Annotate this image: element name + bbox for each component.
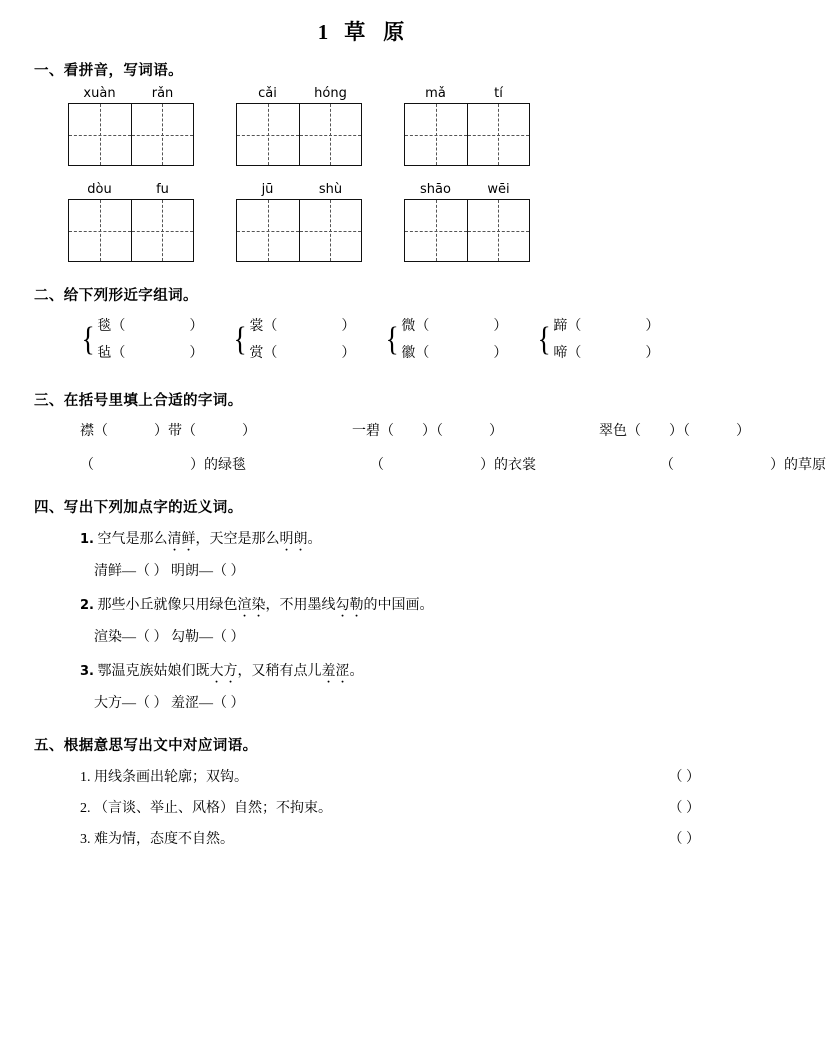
- question-item: [80, 594, 690, 614]
- page-title-char-1: 草: [344, 20, 368, 44]
- page-title-number: 1: [317, 20, 331, 44]
- section-heading-3: 三、在括号里填上合适的字词。: [34, 393, 243, 409]
- fill-text: （: [660, 458, 674, 473]
- brace-word-bottom[interactable]: [401, 340, 507, 367]
- writing-grid-box[interactable]: [236, 199, 362, 262]
- brace-word-close: ）: [493, 346, 508, 361]
- brace-word-close: ）: [493, 319, 508, 334]
- brace-word-close: ）: [189, 319, 204, 334]
- pinyin-word-group: [404, 182, 530, 262]
- writing-grid-box[interactable]: [404, 103, 530, 166]
- brace-word-label: 赏（: [249, 346, 278, 361]
- definition-answer-blank[interactable]: （ ）: [668, 770, 700, 785]
- fill-text: （: [80, 458, 94, 473]
- answer-blank-line[interactable]: 渲染—（ ） 勾勒—（ ）: [94, 630, 245, 645]
- brace-word-label: 毯（: [97, 319, 126, 334]
- brace-word-label: 毡（: [97, 346, 126, 361]
- pinyin-syllable: wēi: [487, 182, 510, 197]
- brace-word-top[interactable]: [553, 313, 659, 340]
- page-title: [34, 16, 690, 46]
- brace-word-close: ）: [341, 319, 356, 334]
- definition-answer-blank[interactable]: （ ）: [668, 832, 700, 847]
- definition-text: （言谈、举止、风格）自然；不拘束。: [94, 801, 332, 816]
- fill-text: ）的衣裳: [480, 458, 536, 473]
- pinyin-syllable: fu: [156, 182, 169, 197]
- definition-answer-blank[interactable]: （ ）: [668, 801, 700, 816]
- pinyin-syllable: cǎi: [258, 86, 277, 101]
- section-heading-4: 四、写出下列加点字的近义词。: [34, 500, 243, 516]
- pinyin-word-group: [68, 86, 194, 166]
- pinyin-syllable: shāo: [420, 182, 451, 197]
- question-item: [80, 660, 690, 680]
- question-item: [80, 528, 690, 548]
- question-sentence: 空气是那么清鲜，天空是那么明朗。: [97, 532, 322, 547]
- writing-grid-box[interactable]: [68, 199, 194, 262]
- brace-word-bottom[interactable]: [553, 340, 659, 367]
- brace-word-close: ）: [341, 346, 356, 361]
- pinyin-syllable: dòu: [87, 182, 112, 197]
- brace-word-label: 微（: [401, 319, 430, 334]
- section-heading-1: 一、看拼音，写词语。: [34, 63, 183, 79]
- brace-word-bottom[interactable]: [249, 340, 355, 367]
- fill-text: ）（: [422, 424, 443, 439]
- brace-group: [80, 313, 232, 367]
- fill-text: ）的草原: [770, 458, 826, 473]
- pinyin-label-pair: [68, 86, 194, 101]
- brace-group: [384, 313, 536, 367]
- fill-text: 一碧（: [352, 424, 394, 439]
- brace-word-label: 蹄（: [553, 319, 582, 334]
- brace-word-close: ）: [645, 346, 660, 361]
- definition-item: [80, 766, 700, 786]
- fill-text: ）: [736, 424, 750, 439]
- section-heading-2: 二、给下列形近字组词。: [34, 288, 198, 304]
- brace-icon: {: [81, 321, 95, 358]
- pinyin-word-group: [236, 182, 362, 262]
- brace-group: [232, 313, 384, 367]
- pinyin-syllable: jū: [261, 182, 274, 197]
- brace-word-label: 裳（: [249, 319, 278, 334]
- pinyin-label-pair: [404, 182, 530, 197]
- definition-index: 2.: [80, 801, 91, 816]
- definition-index: 3.: [80, 832, 91, 847]
- worksheet-page: [0, 16, 826, 1040]
- fill-text: ）的绿毯: [190, 458, 246, 473]
- brace-word-top[interactable]: [97, 313, 203, 340]
- brace-word-label: 徽（: [401, 346, 430, 361]
- fill-text: （: [370, 458, 384, 473]
- question-sentence: 那些小丘就像只用绿色渲染，不用墨线勾勒的中国画。: [97, 598, 434, 613]
- definition-text: 难为情，态度不自然。: [94, 832, 234, 847]
- pinyin-syllable: tí: [494, 86, 503, 101]
- fill-text: ）带（: [154, 424, 196, 439]
- pinyin-word-group: [68, 182, 194, 262]
- pinyin-syllable: mǎ: [425, 86, 446, 101]
- brace-word-top[interactable]: [249, 313, 355, 340]
- brace-word-close: ）: [189, 346, 204, 361]
- pinyin-label-pair: [236, 86, 362, 101]
- fill-blank-line-2[interactable]: [80, 454, 826, 474]
- brace-icon: {: [233, 321, 247, 358]
- definition-text: 用线条画出轮廓；双钩。: [94, 770, 248, 785]
- brace-icon: {: [537, 321, 551, 358]
- fill-text: 襟（: [80, 424, 108, 439]
- brace-icon: {: [385, 321, 399, 358]
- pinyin-syllable: shù: [318, 182, 343, 197]
- question-sentence: 鄂温克族姑娘们既大方，又稍有点儿羞涩。: [97, 664, 364, 679]
- brace-word-label: 啼（: [553, 346, 582, 361]
- pinyin-word-group: [404, 86, 530, 166]
- question-index: 2.: [80, 598, 94, 613]
- answer-blank-line[interactable]: 清鲜—（ ） 明朗—（ ）: [94, 564, 245, 579]
- writing-grid-box[interactable]: [68, 103, 194, 166]
- pinyin-word-group: [236, 86, 362, 166]
- nearform-brace-row: [80, 313, 690, 367]
- question-index: 3.: [80, 664, 94, 679]
- answer-blank-line[interactable]: 大方—（ ） 羞涩—（ ）: [94, 696, 245, 711]
- writing-grid-box[interactable]: [236, 103, 362, 166]
- fill-text: 翠色（: [599, 424, 641, 439]
- question-index: 1.: [80, 532, 94, 547]
- pinyin-syllable: hóng: [314, 86, 347, 101]
- pinyin-label-pair: [236, 182, 362, 197]
- brace-word-bottom[interactable]: [97, 340, 203, 367]
- pinyin-label-pair: [68, 182, 194, 197]
- pinyin-grid-row-2: [68, 182, 690, 262]
- pinyin-syllable: rǎn: [151, 86, 174, 101]
- fill-text: ）（: [669, 424, 690, 439]
- brace-word-close: ）: [645, 319, 660, 334]
- brace-group: [536, 313, 688, 367]
- definition-item: [80, 828, 700, 848]
- pinyin-syllable: xuàn: [83, 86, 116, 101]
- fill-text: ）: [242, 424, 256, 439]
- definition-index: 1.: [80, 770, 91, 785]
- pinyin-grid-row-1: [68, 86, 690, 166]
- fill-text: ）: [489, 424, 503, 439]
- page-title-char-2: 原: [383, 20, 407, 44]
- brace-word-top[interactable]: [401, 313, 507, 340]
- definition-item: [80, 797, 700, 817]
- writing-grid-box[interactable]: [404, 199, 530, 262]
- fill-blank-line-1[interactable]: [80, 420, 750, 440]
- section-heading-5: 五、根据意思写出文中对应词语。: [34, 738, 258, 754]
- pinyin-label-pair: [404, 86, 530, 101]
